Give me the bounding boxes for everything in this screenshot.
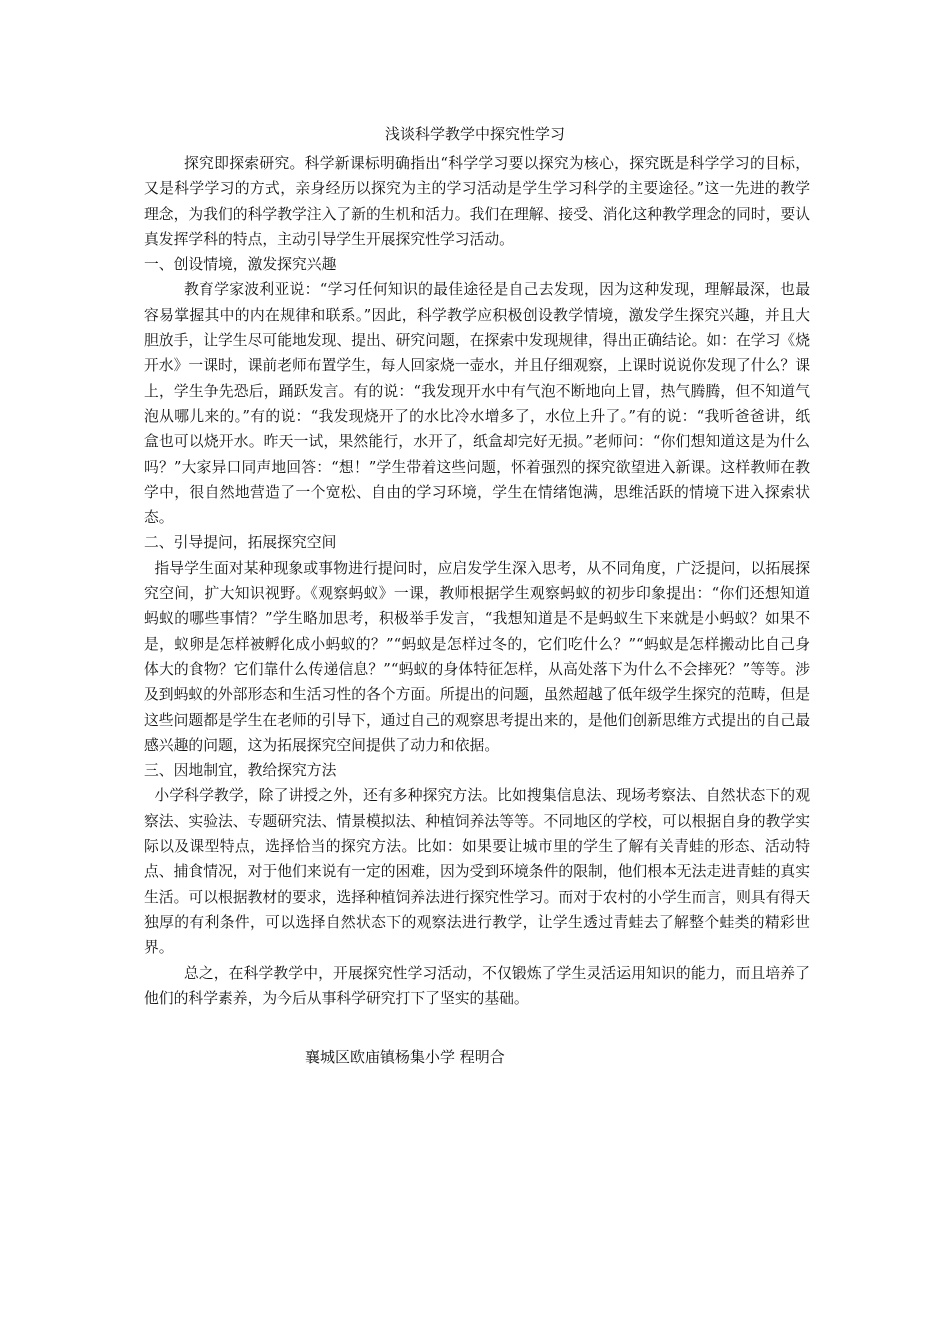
conclusion-paragraph: 总之，在科学教学中，开展探究性学习活动，不仅锻炼了学生灵活运用知识的能力，而且培养了他们的科学素养，为今后从事科学研究打下了坚实的基础。: [144, 964, 810, 1007]
section-heading-1: 一、创设情境，激发探究兴趣: [144, 256, 337, 274]
section-paragraph-3: 小学科学教学，除了讲授之外，还有多种探究方法。比如搜集信息法、现场考察法、自然状态下的观察法、实验法、专题研究法、情景模拟法、种植饲养法等等。不同地区的学校，可以根据自身的教学实际以及课型特点，选择恰当的探究方法。比如：如果要让城市里的学生了解有关青蛙的形态、活动特点、捕食情况，对于他们来说有一定的困难，因为受到环境条件的限制，他们根本无法走进青蛙的真实生活。可以根据教材的要求，选择种植饲养法进行探究性学习。而对于农村的小学生而言，则具有得天独厚的有利条件，可以选择自然状态下的观察法进行教学，让学生透过青蛙去了解整个蛙类的精彩世界。: [144, 787, 810, 957]
section-heading-3: 三、因地制宜，教给探究方法: [144, 762, 337, 780]
document-title: 浅谈科学教学中探究性学习: [384, 125, 565, 143]
section-heading-2: 二、引导提问，拓展探究空间: [144, 534, 337, 552]
intro-paragraph: 探究即探索研究。科学新课标明确指出“科学学习要以探究为核心，探究既是科学学习的目标，又是科学学习的方式，亲身经历以探究为主的学习活动是学生学习科学的主要途径。”这一先进的教学理念，为我们的科学教学注入了新的生机和活力。我们在理解、接受、消化这种教学理念的同时，要认真发挥学科的特点，主动引导学生开展探究性学习活动。: [144, 155, 810, 248]
section-paragraph-2: 指导学生面对某种现象或事物进行提问时，应启发学生深入思考，从不同角度，广泛提问，以拓展探究空间，扩大知识视野。《观察蚂蚁》一课，教师根据学生观察蚂蚁的初步印象提出：“你们还想知道蚂蚁的哪些事情？”学生略加思考，积极举手发言，“我想知道是不是蚂蚁生下来就是小蚂蚁？如果不是，蚁卵是怎样被孵化成小蚂蚁的？”“蚂蚁是怎样过冬的，它们吃什么？”“蚂蚁是怎样搬动比自己身体大的食物？它们靠什么传递信息？”“蚂蚁的身体特征怎样，从高处落下为什么不会摔死？”等等。涉及到蚂蚁的外部形态和生活习性的各个方面。所提出的问题，虽然超越了低年级学生探究的范畴，但是这些问题都是学生在老师的引导下，通过自己的观察思考提出来的，是他们创新思维方式提出的自己最感兴趣的问题，这为拓展探究空间提供了动力和依据。: [144, 559, 810, 754]
section-paragraph-1: 教育学家波利亚说：“学习任何知识的最佳途径是自己去发现，因为这种发现，理解最深，也最容易掌握其中的内在规律和联系。”因此，科学教学应积极创设教学情境，激发学生探究兴趣，并且大胆放手，让学生尽可能地发现、提出、研究问题，在探索中发现规律，得出正确结论。如：在学习《烧开水》一课时，课前老师布置学生，每人回家烧一壶水，并且仔细观察，上课时说说你发现了什么？课上，学生争先恐后，踊跃发言。有的说：“我发现开水中有气泡不断地向上冒，热气腾腾，但不知道气泡从哪儿来的。”有的说：“我发现烧开了的水比冷水增多了，水位上升了。”有的说：“我听爸爸讲，纸盒也可以烧开水。昨天一试，果然能行，水开了，纸盒却完好无损。”老师问：“你们想知道这是为什么吗？”大家异口同声地回答：“想！”学生带着这些问题，怀着强烈的探究欲望进入新课。这样教师在教学中，很自然地营造了一个宽松、自由的学习环境，学生在情绪饱满，思维活跃的情境下进入探索状态。: [144, 281, 810, 527]
author-signature: 襄城区欧庙镇杨集小学 程明合: [305, 1048, 505, 1066]
document-body: [144, 151, 810, 1011]
